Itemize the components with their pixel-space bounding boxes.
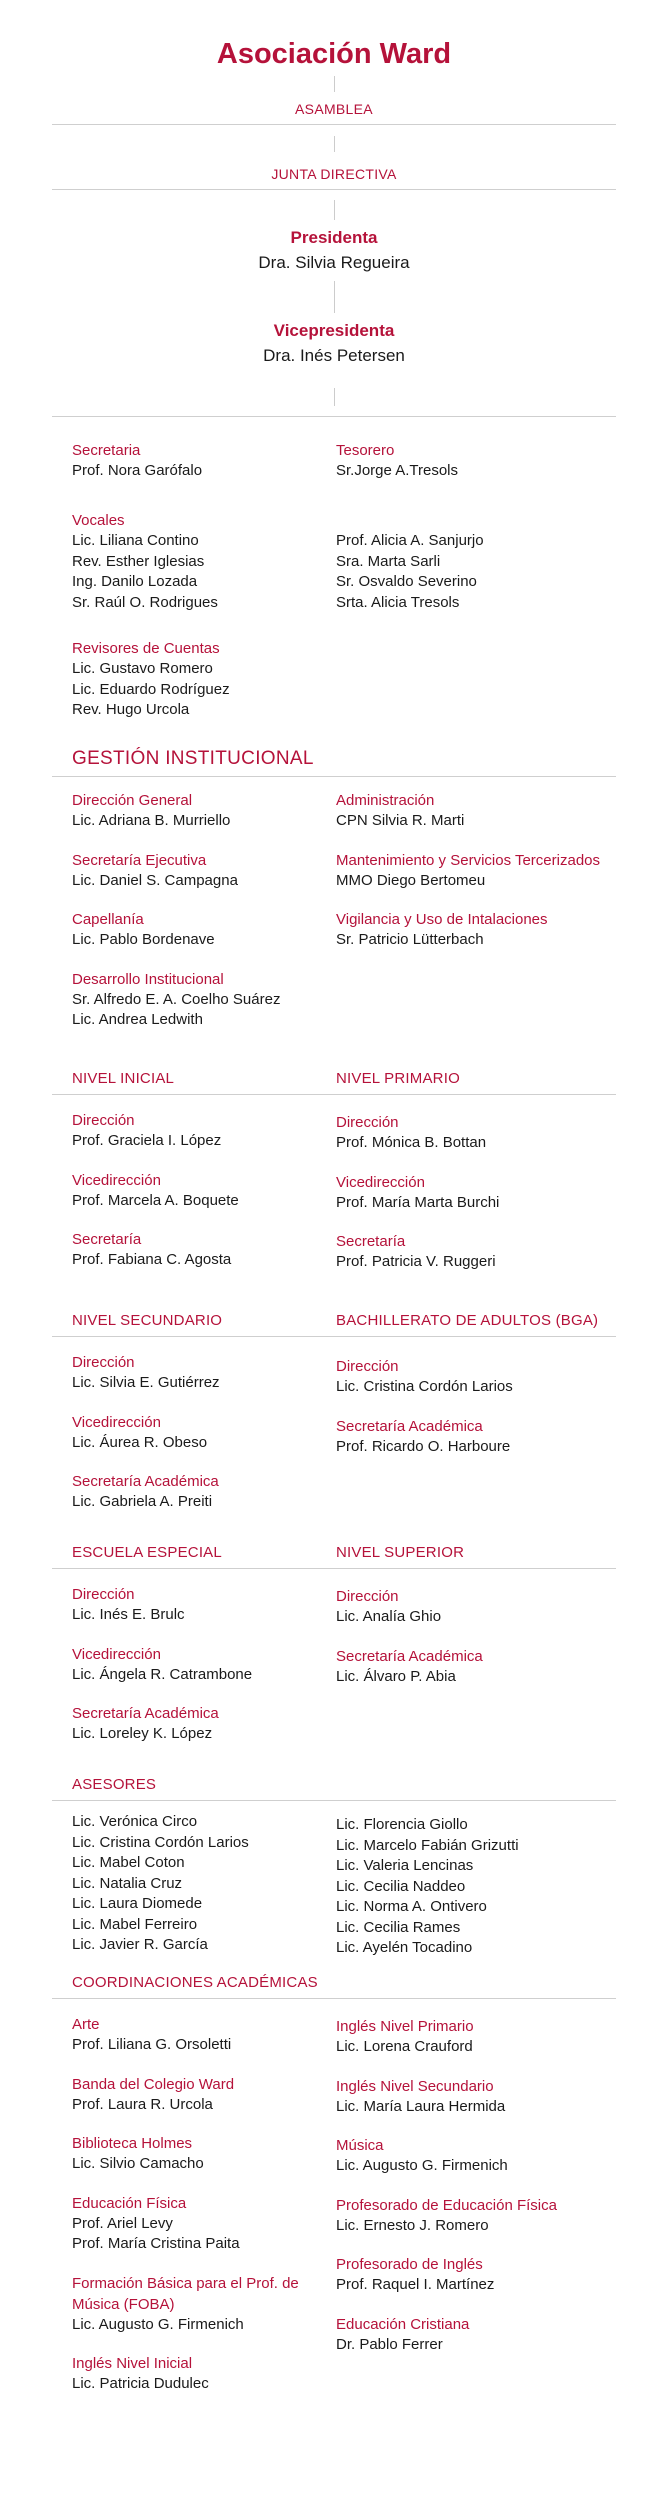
- advisor-name: Lic. Norma A. Ontivero: [336, 1898, 487, 1915]
- assembly-label: ASAMBLEA: [295, 101, 373, 117]
- role-label: Secretaría Académica: [72, 1473, 219, 1490]
- vocal-name: Lic. Liliana Contino: [72, 532, 199, 549]
- person-name: Lic. Loreley K. López: [72, 1725, 213, 1742]
- nivel-secundario-title: NIVEL SECUNDARIO: [72, 1312, 223, 1329]
- person-name: Lic. Ángela R. Catrambone: [72, 1665, 253, 1683]
- person-name: Lic. Ernesto J. Romero: [336, 2216, 489, 2234]
- role-label: Formación Básica para el Prof. de: [72, 2274, 299, 2292]
- role-label: Dirección: [72, 1586, 135, 1603]
- vicepresident-label: Vicepresidenta: [273, 321, 395, 340]
- role-label: Educación Cristiana: [336, 2315, 470, 2333]
- person-name: Lic. Daniel S. Campagna: [72, 871, 238, 889]
- role-label: Inglés Nivel Secundario: [336, 2077, 494, 2095]
- nivel-inicial-block: [72, 1110, 372, 1271]
- board-label: JUNTA DIRECTIVA: [271, 166, 397, 182]
- role-label: Profesorado de Inglés: [336, 2256, 483, 2273]
- role-label: Vicedirección: [72, 1171, 161, 1189]
- divider: [52, 1998, 616, 1999]
- person-name: CPN Silvia R. Marti: [336, 812, 465, 829]
- treasurer-label: Tesorero: [336, 442, 395, 459]
- role-label: Dirección: [336, 1358, 399, 1375]
- role-label: Música: [336, 2137, 384, 2154]
- vocal-name: Srta. Alicia Tresols: [336, 593, 460, 611]
- advisor-name: Lic. Ayelén Tocadino: [336, 1939, 473, 1956]
- role-label: Profesorado de Educación Física: [336, 2196, 557, 2214]
- person-name: Prof. María Cristina Paita: [72, 2235, 240, 2252]
- person-name: Prof. María Marta Burchi: [336, 1193, 500, 1211]
- person-name: Prof. Ariel Levy: [72, 2214, 173, 2232]
- advisor-name: Lic. Verónica Circo: [72, 1813, 198, 1830]
- role-label: Dirección: [336, 1114, 399, 1131]
- person-name: Prof. Mónica B. Bottan: [336, 1134, 487, 1151]
- gestion-right: [336, 790, 636, 951]
- vocal-name: Rev. Esther Iglesias: [72, 552, 205, 570]
- advisor-name: Lic. Marcelo Fabián Grizutti: [336, 1836, 519, 1854]
- role-label: Vicedirección: [336, 1173, 425, 1191]
- divider: [52, 1094, 616, 1095]
- asesores-left: [72, 1812, 372, 1956]
- person-name: Lic. Álvaro P. Abia: [336, 1667, 456, 1685]
- connector-line: [334, 200, 335, 220]
- role-label-continued: Música (FOBA): [72, 2295, 175, 2313]
- person-name: Lic. María Laura Hermida: [336, 2097, 506, 2115]
- vocal-name: Sr. Osvaldo Severino: [336, 573, 477, 590]
- bachillerato-title: BACHILLERATO DE ADULTOS (BGA): [336, 1312, 599, 1329]
- divider: [52, 189, 616, 190]
- nivel-superior-block: [336, 1586, 636, 1687]
- person-name: Dr. Pablo Ferrer: [336, 2335, 443, 2353]
- role-label: Secretaría Académica: [72, 1705, 219, 1722]
- person-name: MMO Diego Bertomeu: [336, 871, 486, 889]
- advisor-name: Lic. Laura Diomede: [72, 1895, 203, 1912]
- person-name: Prof. Patricia V. Ruggeri: [336, 1253, 496, 1270]
- asesores-right: [336, 1815, 636, 1959]
- connector-line: [334, 136, 335, 152]
- person-name: Prof. Fabiana C. Agosta: [72, 1251, 232, 1268]
- role-label: Administración: [336, 792, 435, 809]
- coordinaciones-left: [72, 2014, 372, 2395]
- person-name: Prof. Graciela I. López: [72, 1132, 222, 1149]
- role-label: Vicedirección: [72, 1645, 161, 1663]
- coordinaciones-right: [336, 2016, 636, 2355]
- role-label: Vigilancia y Uso de Intalaciones: [336, 911, 548, 928]
- president-label: Presidenta: [290, 228, 378, 247]
- divider: [52, 1336, 616, 1337]
- person-name: Lic. Augusto G. Firmenich: [72, 2315, 244, 2333]
- person-name: Prof. Marcela A. Boquete: [72, 1191, 239, 1209]
- auditor-name: Rev. Hugo Urcola: [72, 701, 190, 718]
- person-name: Sr. Alfredo E. A. Coelho Suárez: [72, 990, 281, 1008]
- secretary-block: [72, 440, 372, 482]
- president-name: Dra. Silvia Regueira: [258, 253, 410, 272]
- person-name: Lic. Cristina Cordón Larios: [336, 1378, 513, 1395]
- divider: [52, 124, 616, 125]
- role-label: Inglés Nivel Inicial: [72, 2355, 193, 2372]
- vicepresident-name: Dra. Inés Petersen: [263, 346, 405, 365]
- divider: [52, 776, 616, 777]
- treasurer-name: Sr.Jorge A.Tresols: [336, 462, 458, 479]
- connector-line: [334, 388, 335, 406]
- secretary-name: Prof. Nora Garófalo: [72, 462, 203, 479]
- person-name: Lic. Silvia E. Gutiérrez: [72, 1374, 220, 1391]
- person-name: Lic. Silvio Camacho: [72, 2155, 204, 2172]
- person-name: Lic. Adriana B. Murriello: [72, 812, 231, 829]
- advisor-name: Lic. Florencia Giollo: [336, 1816, 468, 1833]
- role-label: Dirección: [72, 1354, 135, 1371]
- auditors-label: Revisores de Cuentas: [72, 640, 220, 657]
- nivel-secundario-block: [72, 1352, 372, 1513]
- role-label: Desarrollo Institucional: [72, 970, 224, 988]
- role-label: Inglés Nivel Primario: [336, 2018, 474, 2035]
- divider: [52, 1800, 616, 1801]
- advisor-name: Lic. Mabel Coton: [72, 1854, 185, 1871]
- advisor-name: Lic. Cecilia Naddeo: [336, 1877, 466, 1895]
- role-label: Secretaría Académica: [336, 1647, 483, 1665]
- person-name: Lic. Gabriela A. Preiti: [72, 1493, 213, 1510]
- advisor-name: Lic. Natalia Cruz: [72, 1874, 183, 1892]
- person-name: Prof. Ricardo O. Harboure: [336, 1437, 511, 1455]
- auditors-block: [72, 638, 372, 721]
- person-name: Sr. Patricio Lütterbach: [336, 931, 484, 948]
- role-label: Educación Física: [72, 2194, 187, 2212]
- person-name: Lic. Augusto G. Firmenich: [336, 2157, 508, 2174]
- connector-line: [334, 281, 335, 313]
- auditor-name: Lic. Gustavo Romero: [72, 660, 213, 677]
- gestion-title: GESTIÓN INSTITUCIONAL: [72, 748, 314, 769]
- secretary-label: Secretaria: [72, 442, 141, 459]
- gestion-left: [72, 790, 372, 1031]
- treasurer-block: [336, 440, 636, 482]
- person-name: Lic. Pablo Bordenave: [72, 931, 215, 948]
- role-label: Secretaría: [72, 1231, 142, 1248]
- person-name: Prof. Laura R. Urcola: [72, 2095, 213, 2113]
- role-label: Secretaría: [336, 1233, 406, 1250]
- coordinaciones-title: COORDINACIONES ACADÉMICAS: [72, 1974, 318, 1991]
- vocal-name: Sr. Raúl O. Rodrigues: [72, 593, 218, 611]
- vocales-right-block: [336, 531, 636, 613]
- role-label: Dirección General: [72, 792, 193, 809]
- vocal-name: Prof. Alicia A. Sanjurjo: [336, 532, 484, 549]
- person-name: Lic. Analía Ghio: [336, 1608, 442, 1625]
- escuela-especial-title: ESCUELA ESPECIAL: [72, 1544, 222, 1561]
- auditor-name: Lic. Eduardo Rodríguez: [72, 680, 230, 698]
- role-label: Secretaría Académica: [336, 1417, 483, 1435]
- role-label: Secretaría Ejecutiva: [72, 851, 207, 869]
- asesores-title: ASESORES: [72, 1776, 157, 1793]
- role-label: Arte: [72, 2016, 100, 2033]
- nivel-superior-title: NIVEL SUPERIOR: [336, 1544, 465, 1561]
- nivel-primario-title: NIVEL PRIMARIO: [336, 1070, 460, 1087]
- person-name: Lic. Patricia Dudulec: [72, 2375, 209, 2392]
- person-name: Prof. Liliana G. Orsoletti: [72, 2036, 232, 2053]
- role-label: Banda del Colegio Ward: [72, 2075, 235, 2093]
- bachillerato-block: [336, 1356, 636, 1457]
- advisor-name: Lic. Valeria Lencinas: [336, 1857, 474, 1874]
- advisor-name: Lic. Cristina Cordón Larios: [72, 1833, 249, 1851]
- vocales-block: [72, 510, 372, 613]
- page-title: Asociación Ward: [216, 38, 452, 70]
- vocales-label: Vocales: [72, 512, 125, 529]
- vocal-name: Ing. Danilo Lozada: [72, 573, 198, 590]
- vocal-name: Sra. Marta Sarli: [336, 552, 441, 570]
- person-name: Prof. Raquel I. Martínez: [336, 2276, 495, 2293]
- role-label: Capellanía: [72, 911, 144, 928]
- role-label: Mantenimiento y Servicios Tercerizados: [336, 851, 601, 869]
- person-name: Lic. Inés E. Brulc: [72, 1606, 185, 1623]
- role-label: Dirección: [336, 1588, 399, 1605]
- advisor-name: Lic. Mabel Ferreiro: [72, 1915, 198, 1933]
- divider: [52, 1568, 616, 1569]
- person-name: Lic. Áurea R. Obeso: [72, 1433, 208, 1451]
- role-label: Biblioteca Holmes: [72, 2135, 193, 2152]
- advisor-name: Lic. Cecilia Rames: [336, 1918, 461, 1936]
- connector-line: [334, 76, 335, 92]
- role-label: Vicedirección: [72, 1413, 161, 1431]
- role-label: Dirección: [72, 1112, 135, 1129]
- advisor-name: Lic. Javier R. García: [72, 1936, 208, 1953]
- escuela-especial-block: [72, 1584, 372, 1745]
- person-name: Lic. Andrea Ledwith: [72, 1011, 203, 1028]
- nivel-primario-block: [336, 1112, 636, 1273]
- divider: [52, 416, 616, 417]
- person-name: Lic. Lorena Crauford: [336, 2038, 473, 2055]
- nivel-inicial-title: NIVEL INICIAL: [72, 1070, 175, 1087]
